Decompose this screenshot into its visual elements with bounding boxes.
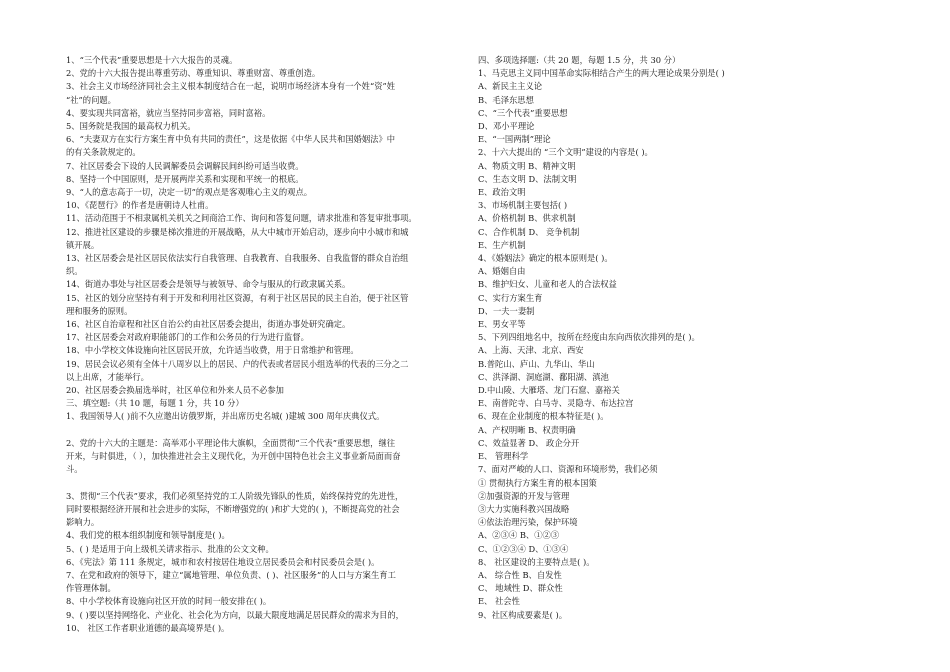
text-line: A、 综合性 B、自发性 bbox=[478, 569, 562, 580]
text-line: 5、( ) 是适用于向上级机关请求指示、批准的公文文种。 bbox=[66, 543, 274, 554]
text-line: 9、( )要以坚持网络化、产业化、社会化为方向，以最大限度地满足居民群众的需求为目的， bbox=[66, 609, 404, 620]
text-line: 7、在党和政府的领导下，建立“属地管理、单位负责、( )、社区服务”的人口与方案生育工 bbox=[66, 569, 396, 580]
text-line: D、邓小平理论 bbox=[478, 121, 535, 132]
text-line: 开来，与时俱进，（ ），加快推进社会主义现代化，为开创中国特色社会主义事业新局面而奋 bbox=[66, 451, 401, 462]
text-line: 理和服务的原则。 bbox=[66, 305, 133, 316]
text-line: A、价格机制 B、供求机制 bbox=[478, 213, 576, 224]
text-line: 10、《琵琶行》的作者是唐朝诗人杜甫。 bbox=[66, 200, 214, 211]
text-line: 20、社区居委会换届选举时，社区单位和外来人员不必参加 bbox=[66, 385, 284, 396]
text-line: 5、国务院是我国的最高权力机关。 bbox=[66, 121, 196, 132]
text-line: E、南普陀寺、白马寺、灵隐寺、布达拉宫 bbox=[478, 398, 634, 409]
text-line: 9、“人的意志高于一切，决定一切”的观点是客观唯心主义的观点。 bbox=[66, 187, 313, 198]
text-line: “社”的问题。 bbox=[66, 94, 116, 105]
text-line: 2、党的十六大报告提出尊重劳动、尊重知识、尊重财富、尊重创造。 bbox=[66, 68, 321, 79]
text-line: C、生态文明 D、法制文明 bbox=[478, 173, 577, 184]
text-line: B、毛泽东思想 bbox=[478, 94, 534, 105]
text-line: 2、党的十六大的主题是：高举邓小平理论伟大旗帜，全面贯彻“三个代表”重要思想，继往 bbox=[66, 437, 396, 448]
text-line: A、产权明晰 B、权责明确 bbox=[478, 424, 576, 435]
text-line: 14、街道办事处与社区居委会是领导与被领导、命令与服从的行政隶属关系。 bbox=[66, 279, 351, 290]
text-line: E、 管理科学 bbox=[478, 451, 529, 462]
text-line: 7、面对严峻的人口、资源和环境形势，我们必须 bbox=[478, 464, 658, 475]
text-line: 13、社区居委会是社区居民依法实行自我管理、自我教育、自我服务、自我监督的群众自治组 bbox=[66, 253, 409, 264]
text-line: B、维护妇女、儿童和老人的合法权益 bbox=[478, 279, 617, 290]
text-line: A、婚姻自由 bbox=[478, 266, 526, 277]
text-line: 3、贯彻“三个代表”要求，我们必须坚持党的工人阶级先锋队的性质，始终保持党的先进性， bbox=[66, 490, 404, 501]
text-line: A、②③④ B、①②③ bbox=[478, 530, 560, 541]
text-line: A、新民主主义论 bbox=[478, 81, 543, 92]
text-line: 2、十六大提出的 “三个文明”建设的内容是( )。 bbox=[478, 147, 653, 158]
text-line: B.普陀山、庐山、九华山、华山 bbox=[478, 358, 595, 369]
text-line: E、“一国两制”理论 bbox=[478, 134, 551, 145]
text-line: 16、社区自治章程和社区自治公约由社区居委会提出，街道办事处研究确定。 bbox=[66, 319, 351, 330]
text-line: ③大力实施科教兴国战略 bbox=[478, 503, 570, 514]
text-line: 18、中小学校文体设施向社区居民开放，允许适当收费，用于日常维护和管理。 bbox=[66, 345, 359, 356]
text-line: 11、活动范围于不相隶属机关机关之间商洽工作、询问和答复问题，请求批准和答复审批事项。 bbox=[66, 213, 417, 224]
text-line: 4、《婚姻法》确定的根本原则是( )。 bbox=[478, 253, 613, 264]
text-line: 9、社区构成要素是( )。 bbox=[478, 609, 568, 620]
text-line: C、“三个代表”重要思想 bbox=[478, 107, 568, 118]
text-line: 19、居民会议必须有全体十八周岁以上的居民、户的代表或者居民小组选举的代表的三分之二 bbox=[66, 358, 409, 369]
text-line: 4、要实现共同富裕，就应当坚持同步富裕，同时富裕。 bbox=[66, 107, 271, 118]
text-line: E、生产机制 bbox=[478, 239, 526, 250]
text-line: 同时要根据经济开展和社会进步的实际，不断增强党的( )和扩大党的( )，不断提高党的社会 bbox=[66, 503, 400, 514]
text-line: 17、社区居委会对政府职能部门的工作和公务员的行为进行监督。 bbox=[66, 332, 309, 343]
text-line: D.中山陵、大雁塔、龙门石窟、嘉裕关 bbox=[478, 385, 620, 396]
text-line: C、 地域性 D、群众性 bbox=[478, 583, 563, 594]
text-line: E、政治文明 bbox=[478, 187, 526, 198]
text-line: C、合作机制 D、 竞争机制 bbox=[478, 226, 580, 237]
text-line: 8、 社区建设的主要特点是( )。 bbox=[478, 556, 595, 567]
text-line: 8、坚持一个中国原则，是开展两岸关系和实现和平统一的根底。 bbox=[66, 173, 304, 184]
text-line: 镇开展。 bbox=[66, 239, 100, 250]
right-column bbox=[478, 54, 808, 622]
text-line: ① 贯彻执行方案生育的根本国策 bbox=[478, 477, 597, 488]
text-line: C、实行方案生育 bbox=[478, 292, 543, 303]
text-line: 1、“三个代表”重要思想是十六大报告的灵魂。 bbox=[66, 55, 238, 65]
text-line: 10、 社区工作者职业道德的最高境界是( )。 bbox=[66, 622, 230, 633]
text-line: 三、填空题:（共 10 题，每题 1 分，共 10 分） bbox=[66, 398, 244, 409]
text-line: C、①②③④ D、①③④ bbox=[478, 543, 569, 554]
text-line: 7、社区居委会下设的人民调解委员会调解民间纠纷可适当收费。 bbox=[66, 160, 304, 171]
text-line: 6、《宪法》第 111 条规定，城市和农村按居住地设立居民委员会和村民委员会是( )。 bbox=[66, 556, 380, 567]
text-line: 3、市场机制主要包括( ) bbox=[478, 200, 568, 211]
text-line: 斗。 bbox=[66, 464, 83, 475]
text-line: C、效益显著 D、 政企分开 bbox=[478, 437, 580, 448]
text-line: 1、马克思主义同中国革命实际相结合产生的两大理论成果分别是( ) bbox=[478, 68, 725, 79]
text-line: 4、我们党的根本组织制度和领导制度是( )。 bbox=[66, 530, 230, 541]
text-line: 以上出席，才能举行。 bbox=[66, 371, 149, 382]
left-column bbox=[66, 54, 472, 635]
text-line: 四、多项选择题:（共 20 题，每题 1.5 分，共 30 分） bbox=[478, 55, 681, 65]
text-line bbox=[66, 477, 472, 490]
text-line: 织。 bbox=[66, 266, 83, 277]
text-line: 5、下列四组地名中，按所在经度由东向西依次排列的是( )。 bbox=[478, 332, 700, 343]
text-line: 的有关条款规定的。 bbox=[66, 147, 141, 158]
text-line: 3、社会主义市场经济同社会主义根本制度结合在一起，说明市场经济本身有一个姓“资”姓 bbox=[66, 81, 396, 92]
text-line: 作管理体制。 bbox=[66, 583, 116, 594]
text-line: E、 社会性 bbox=[478, 596, 520, 607]
text-line: 影响力。 bbox=[66, 517, 100, 528]
text-line: D、一夫一妻制 bbox=[478, 305, 535, 316]
text-line: A、上海、天津、北京、西安 bbox=[478, 345, 584, 356]
text-line: 8、中小学校体育设施向社区开放的时间一般安排在( )。 bbox=[66, 596, 272, 607]
text-line: A、物质文明 B、精神文明 bbox=[478, 160, 576, 171]
text-line: 12、推进社区建设的步骤是梯次推进的开展战略，从大中城市开始启动，逐步向中小城市和城 bbox=[66, 226, 409, 237]
text-line: 6、“夫妻双方在实行方案生育中负有共同的责任”，这是依据《中华人民共和国婚姻法》中 bbox=[66, 134, 396, 145]
text-line: 1、我国领导人( )前不久应邀出访俄罗斯，并出席历史名城( )建城 300 周年庆典仪式。 bbox=[66, 411, 385, 422]
text-line: 6、现在企业制度的根本特征是( )。 bbox=[478, 411, 609, 422]
text-line: ②加强资源的开发与管理 bbox=[478, 490, 570, 501]
text-line: ④依法治理污染，保护环境 bbox=[478, 517, 578, 528]
text-line: C、洪泽湖、洞庭湖、鄱阳湖、滇池 bbox=[478, 371, 609, 382]
text-line: 15、社区的划分应坚持有利于开发和利用社区资源，有利于社区居民的民主自治，便于社区管 bbox=[66, 292, 409, 303]
text-line: E、男女平等 bbox=[478, 319, 526, 330]
text-line bbox=[66, 424, 472, 437]
